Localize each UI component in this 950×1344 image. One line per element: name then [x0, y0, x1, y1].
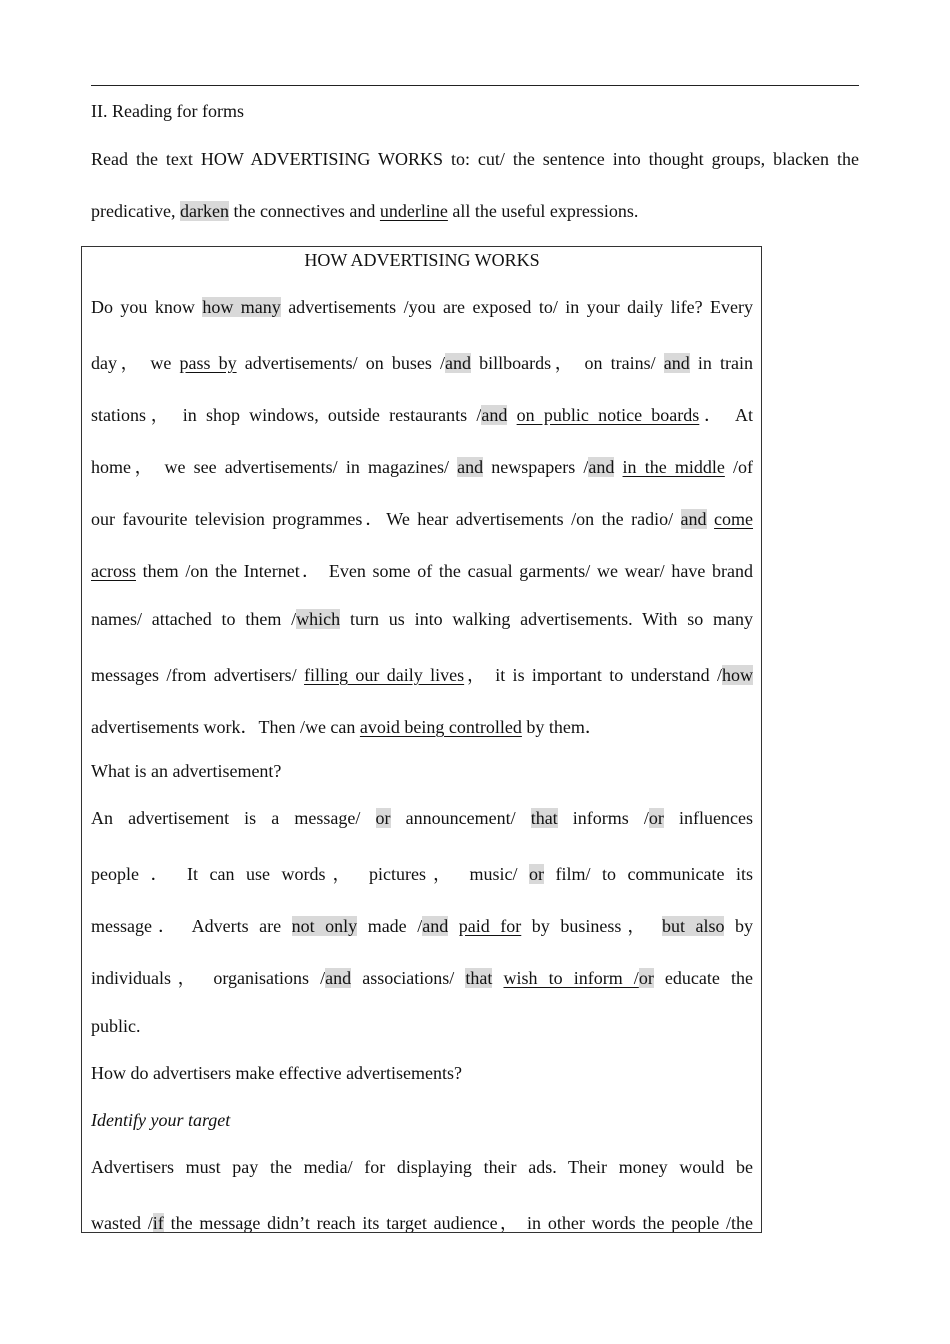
p3-line-1: Advertisers must pay the media/ for displaying their ads. Their money would be: [91, 1157, 753, 1177]
header-rule: [91, 85, 859, 86]
p3-line-2: wasted /if the message didn’t reach its target audience， in other words the people /the: [91, 1213, 754, 1233]
p2-line-5: public.: [91, 1016, 141, 1036]
p1-line-8: messages /from advertisers/ filling our daily lives， it is important to understand /how: [91, 665, 753, 685]
instructions-line-1: Read the text HOW ADVERTISING WORKS to: cut/ the sentence into thought groups, blacken the: [91, 149, 859, 169]
section-title: II. Reading for forms: [91, 101, 244, 121]
question-2: How do advertisers make effective advertisements?: [91, 1063, 463, 1083]
p2-line-2: people ． It can use words， pictures， music/ or film/ to communicate its: [91, 864, 754, 884]
p2-line-1: An advertisement is a message/ or announcement/ that informs /or influences: [91, 808, 754, 828]
p1-line-9: advertisements work．Then /we can avoid being controlled by them．: [91, 717, 603, 737]
p2-line-4: individuals， organisations /and associations/ that wish to inform /or educate the: [91, 968, 753, 988]
darken-example: darken: [179, 201, 229, 221]
p1-line-7: names/ attached to them /which turn us into walking advertisements. With so many: [91, 609, 753, 629]
question-1: What is an advertisement?: [91, 761, 282, 781]
p1-line-4: home， we see advertisements/ in magazines/ and newspapers /and in the middle /of: [91, 457, 753, 477]
p2-line-3: message． Adverts are not only made /and paid for by business， but also by: [91, 916, 754, 936]
passage-box: [81, 246, 762, 1233]
p1-line-3: stations， in shop windows, outside restaurants /and on public notice boards． At: [91, 405, 754, 425]
p1-line-5: our favourite television programmes．We hear advertisements /on the radio/ and come: [91, 509, 754, 529]
subheading: Identify your target: [91, 1110, 231, 1130]
p1-line-1: Do you know how many advertisements /you are exposed to/ in your daily life? Every: [91, 297, 753, 317]
p1-line-2: day， we pass by advertisements/ on buses /and billboards， on trains/ and in train: [91, 353, 753, 373]
instructions-line-2: predicative, darken the connectives and underline all the useful expressions.: [91, 201, 639, 221]
underline-example: underline: [379, 201, 448, 221]
passage-title: HOW ADVERTISING WORKS: [304, 250, 540, 270]
p1-line-6: across them /on the Internet． Even some of the casual garments/ we wear/ have brand: [91, 561, 753, 581]
